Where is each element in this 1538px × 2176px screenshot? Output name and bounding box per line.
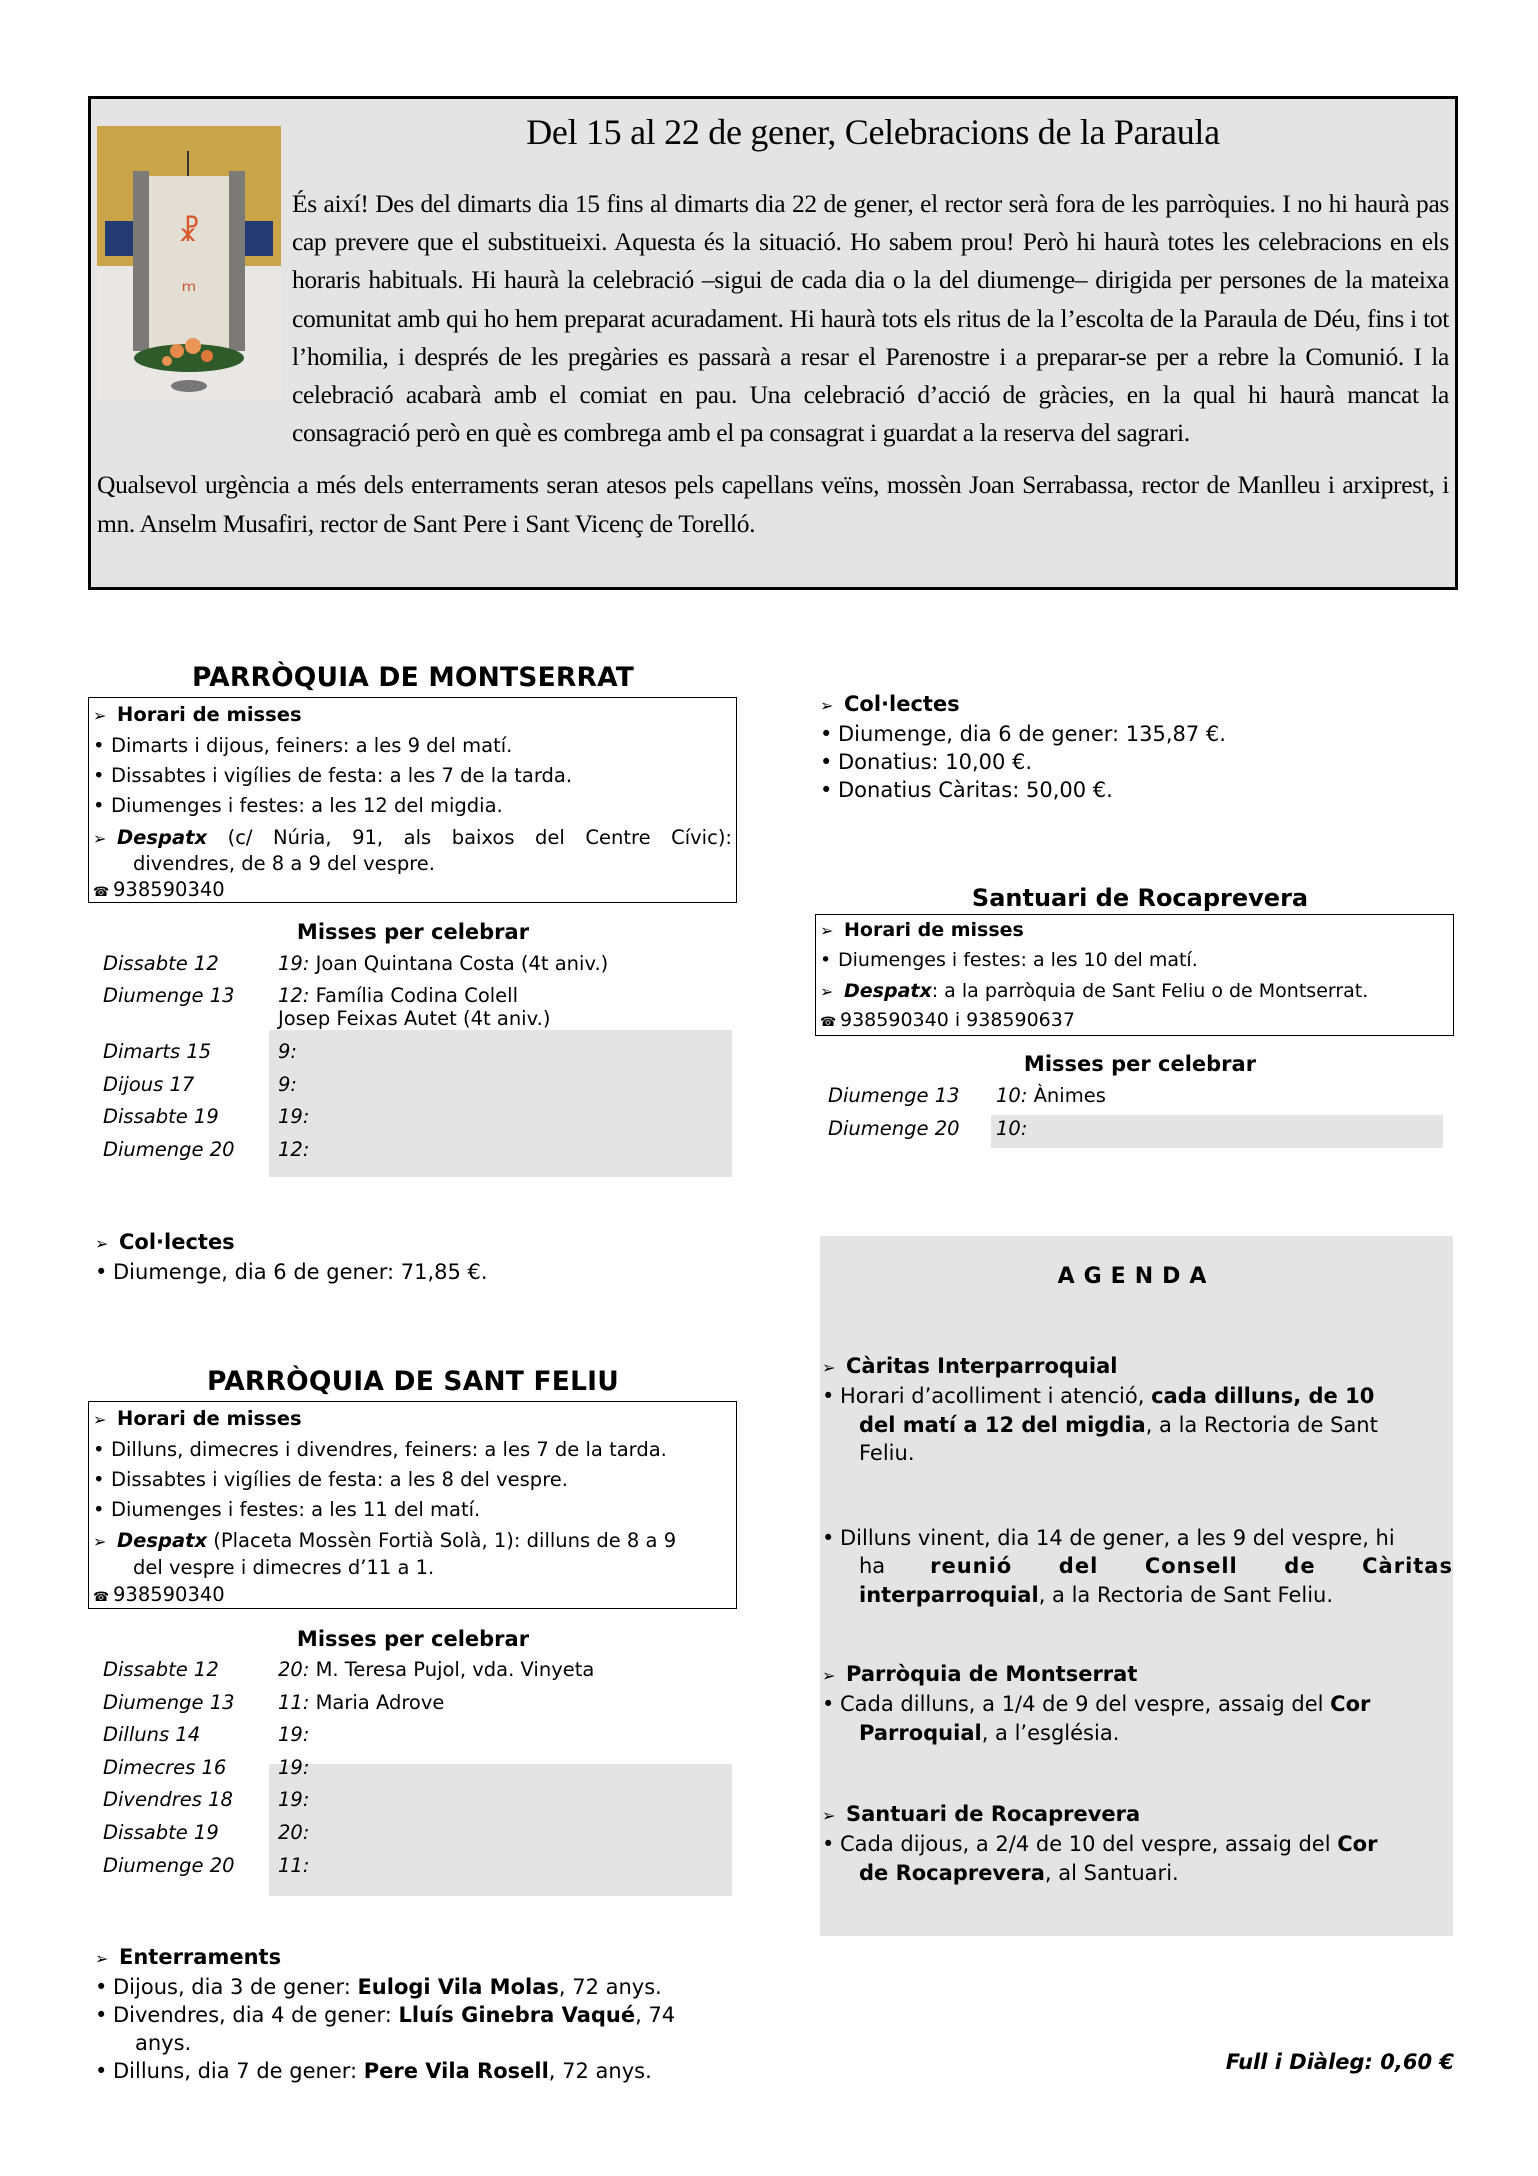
bullet-icon: • <box>93 1468 105 1491</box>
collections-heading: Col·lectes <box>844 692 960 716</box>
santfeliu-funerals <box>95 1943 745 2085</box>
arrow-icon: ➢ <box>820 982 834 1001</box>
caritas-heading: Càritas Interparroquial <box>846 1354 1118 1378</box>
office-label: Despatx <box>117 1529 208 1552</box>
bullet-icon: • <box>820 949 832 971</box>
collection-item: Donatius: 10,00 €. <box>838 750 1033 774</box>
arrow-icon: ➢ <box>820 921 834 940</box>
arrow-icon: ➢ <box>822 1666 836 1685</box>
agenda-title: AGENDA <box>1057 1264 1216 1289</box>
schedule-item: Dilluns, dimecres i divendres, feiners: a les 7 de la tarda. <box>111 1438 667 1461</box>
agenda-montserrat-heading: Parròquia de Montserrat <box>846 1662 1138 1686</box>
arrow-icon: ➢ <box>822 1358 836 1377</box>
montserrat-masses-table: Dissabte 12 19: Joan Quintana Costa (4t aniv.) Diumenge 13 12: Família Codina Colell Josep Feixas Autet (4t aniv.) Dimarts 15 9: Dijous 17 9: Dissabte 19 19: Diumenge 20 12: <box>103 950 733 1180</box>
arrow-icon: ➢ <box>93 706 107 725</box>
collection-item: Diumenge, dia 6 de gener: 71,85 €. <box>113 1260 488 1284</box>
agenda-rocaprevera <box>822 1800 1453 1887</box>
bullet-icon: • <box>93 764 105 787</box>
bullet-icon: • <box>95 1260 108 1284</box>
agenda-caritas <box>822 1352 1453 1609</box>
rocaprevera-title: Santuari de Rocaprevera <box>971 884 1309 912</box>
caritas-item: • Horari d’acolliment i atenció, cada dilluns, de 10 del matí a 12 del migdia, a la Rectoria de Sant Feliu. <box>822 1384 1378 1465</box>
funeral-item: • Dijous, dia 3 de gener: Eulogi Vila Molas, 72 anys. <box>95 1975 662 1999</box>
agenda-box <box>820 1236 1453 1936</box>
phone-icon: ☎ <box>93 885 110 900</box>
office-address: (c/ Núria, 91, als baixos del Centre Cívic): <box>207 826 732 849</box>
feature-title: Del 15 al 22 de gener, Celebracions de la Paraula <box>526 112 1220 152</box>
schedule-item: Diumenges i festes: a les 12 del migdia. <box>111 794 503 817</box>
office-hours: del vespre i dimecres d’11 a 1. <box>133 1556 435 1579</box>
phone-number: 938590340 <box>113 1583 225 1606</box>
collection-item: Diumenge, dia 6 de gener: 135,87 €. <box>838 722 1226 746</box>
funeral-item: • Dilluns, dia 7 de gener: Pere Vila Rosell, 72 anys. <box>95 2059 652 2083</box>
rocaprevera-masses-heading: Misses per celebrar <box>1023 1052 1257 1076</box>
svg-text:ₘ: ₘ <box>181 269 197 297</box>
schedule-item: Dimarts i dijous, feiners: a les 9 del matí. <box>111 734 513 757</box>
bullet-icon: • <box>93 1498 105 1521</box>
schedule-item: Dissabtes i vigílies de festa: a les 7 de la tarda. <box>111 764 573 787</box>
phone-icon: ☎ <box>820 1015 837 1030</box>
arrow-icon: ➢ <box>93 1410 107 1429</box>
schedule-item: Diumenges i festes: a les 11 del matí. <box>111 1498 481 1521</box>
caritas-meeting-item: • Dilluns vinent, dia 14 de gener, a les 9 del vespre, hi ha reunió del Consell de Càritas interparroquial, a la Rectoria de Sant Feliu. <box>822 1525 1453 1607</box>
arrow-icon: ➢ <box>822 1806 836 1825</box>
choir-item: • Cada dijous, a 2/4 de 10 del vespre, assaig del Cor de Rocaprevera, al Santuari. <box>822 1832 1378 1885</box>
svg-text:☧: ☧ <box>178 215 200 248</box>
phone-number: 938590340 <box>113 878 225 901</box>
arrow-icon: ➢ <box>93 1532 107 1551</box>
schedule-heading: Horari de misses <box>844 919 1024 941</box>
bullet-icon: • <box>820 722 833 746</box>
arrow-icon: ➢ <box>820 696 834 715</box>
office-text: : a la parròquia de Sant Feliu o de Montserrat. <box>931 980 1369 1002</box>
bullet-icon: • <box>93 794 105 817</box>
arrow-icon: ➢ <box>95 1949 109 1968</box>
montserrat-title: PARRÒQUIA DE MONTSERRAT <box>191 662 635 693</box>
santfeliu-title: PARRÒQUIA DE SANT FELIU <box>207 1366 619 1397</box>
rocaprevera-masses-table: Diumenge 13 10: Ànimes Diumenge 20 10: <box>828 1082 1458 1154</box>
bullet-icon: • <box>93 1438 105 1461</box>
funerals-heading: Enterraments <box>119 1945 282 1969</box>
feature-body <box>97 185 1449 543</box>
schedule-heading: Horari de misses <box>117 1407 302 1430</box>
collections-heading: Col·lectes <box>119 1230 235 1254</box>
agenda-montserrat <box>822 1660 1453 1747</box>
montserrat-masses-heading: Misses per celebrar <box>296 920 530 944</box>
santfeliu-masses-heading: Misses per celebrar <box>296 1627 530 1651</box>
office-label: Despatx <box>117 826 208 849</box>
rocaprevera-schedule-box <box>815 914 1454 1036</box>
arrow-icon: ➢ <box>93 829 107 848</box>
montserrat-schedule-box <box>88 697 737 903</box>
montserrat-collections <box>95 1228 488 1287</box>
office-label: Despatx <box>844 980 932 1002</box>
feature-box <box>88 96 1458 590</box>
arrow-icon: ➢ <box>95 1234 109 1253</box>
choir-item: • Cada dilluns, a 1/4 de 9 del vespre, assaig del Cor Parroquial, a l’església. <box>822 1692 1371 1745</box>
bullet-icon: • <box>93 734 105 757</box>
office-hours: divendres, de 8 a 9 del vespre. <box>133 852 435 875</box>
collection-item: Donatius Càritas: 50,00 €. <box>838 778 1113 802</box>
price-footer: Full i Diàleg: 0,60 € <box>1225 2050 1454 2074</box>
schedule-item: Dissabtes i vigílies de festa: a les 8 del vespre. <box>111 1468 568 1491</box>
rocaprevera-collections <box>820 690 1226 804</box>
agenda-rocaprevera-heading: Santuari de Rocaprevera <box>846 1802 1141 1826</box>
feature-paragraph-1: És així! Des del dimarts dia 15 fins al dimarts dia 22 de gener, el rector serà fora de les parròquies. I no hi haurà pas cap prevere que el substitueixi. Aquesta és la situació. Ho sabem prou! Però hi haurà totes les celebracions en els horaris habituals. Hi haurà la celebració –sigui de cada dia o la del diumenge– dirigida per persones de la mateixa comunitat amb qui ho hem preparat acuradament. Hi haurà tots els ritus de la l’escolta de la Paraula de Déu, fins i tot l’homilia, i després de les pregàries es passarà a resar el Parenostre i a preparar-se per a rebre la Comunió. I la celebració acabarà amb el comiat en pau. Una celebració d’acció de gràcies, en la qual hi haurà mancat la consagració però en què es combrega amb el pa consagrat i guardat a la reserva del sagrari. <box>292 189 1449 448</box>
phone-number: 938590340 i 938590637 <box>840 1009 1075 1031</box>
santfeliu-schedule-box <box>88 1401 737 1609</box>
santfeliu-masses-table: Dissabte 12 20: M. Teresa Pujol, vda. Vinyeta Diumenge 13 11: Maria Adrove Dilluns 14 19: Dimecres 16 19: Divendres 18 19: Dissabte 19 20: Diumenge 20 11: <box>103 1656 733 1896</box>
office-address: (Placeta Mossèn Fortià Solà, 1): dilluns de 8 a 9 <box>207 1529 677 1552</box>
funeral-item: • Divendres, dia 4 de gener: Lluís Ginebra Vaqué, 74 anys. <box>95 2003 676 2055</box>
bullet-icon: • <box>820 750 833 774</box>
schedule-item: Diumenges i festes: a les 10 del matí. <box>838 949 1198 971</box>
phone-icon: ☎ <box>93 1590 110 1605</box>
schedule-heading: Horari de misses <box>117 703 302 726</box>
bullet-icon: • <box>820 778 833 802</box>
feature-paragraph-2: Qualsevol urgència a més dels enterraments seran atesos pels capellans veïns, mossèn Joan Serrabassa, rector de Manlleu i arxiprest, i mn. Anselm Musafiri, rector de Sant Pere i Sant Vicenç de Torelló. <box>97 470 1449 538</box>
